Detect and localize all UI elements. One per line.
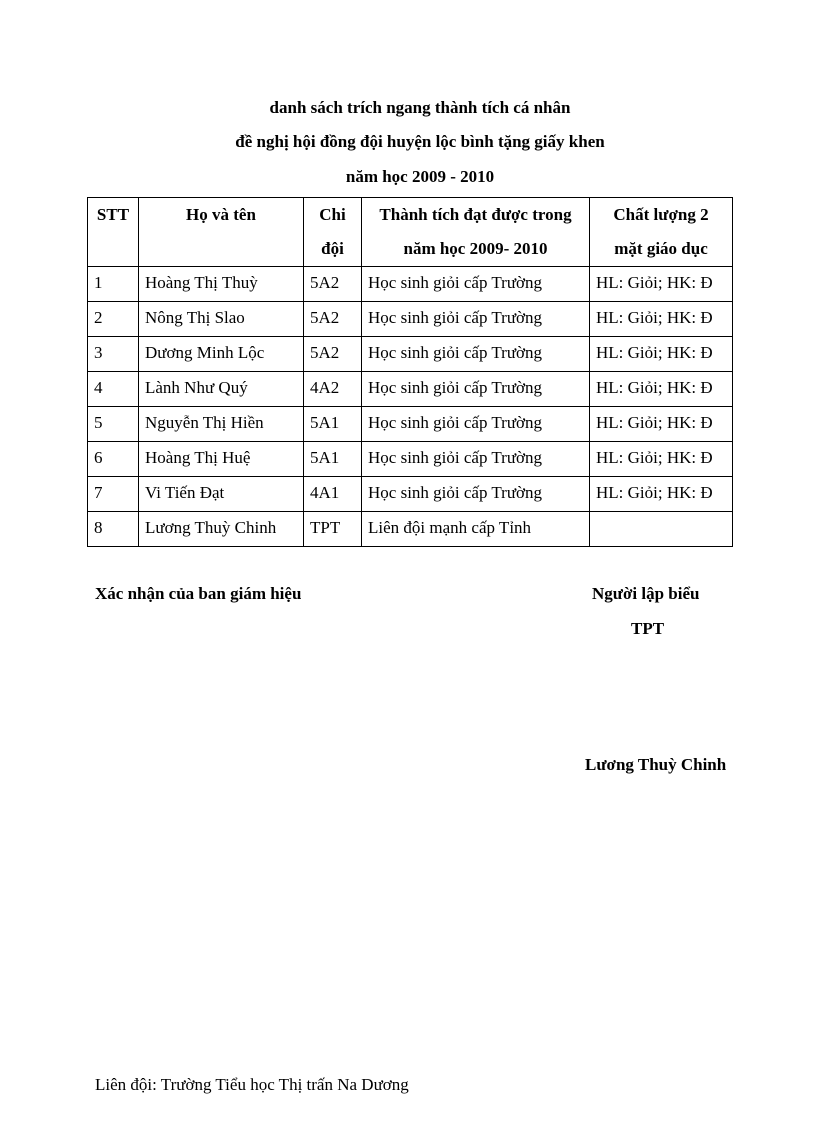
table-row bbox=[88, 302, 733, 337]
cell-achievement: Học sinh giỏi cấp Trường bbox=[362, 372, 590, 407]
cell-quality: HL: Giỏi; HK: Đ bbox=[590, 442, 733, 477]
cell-class: 4A1 bbox=[304, 477, 362, 512]
cell-class: TPT bbox=[304, 512, 362, 547]
cell-class: 5A2 bbox=[304, 337, 362, 372]
preparer-name: Lương Thuỳ Chinh bbox=[585, 755, 727, 774]
table-header-row bbox=[88, 198, 733, 267]
header-stt: STT bbox=[88, 198, 139, 267]
header-class: Chi đội bbox=[304, 198, 362, 267]
footer-school: Liên đội: Trường Tiểu học Thị trấn Na Dương bbox=[95, 1075, 409, 1094]
cell-stt: 5 bbox=[88, 407, 139, 442]
principal-confirmation-label: Xác nhận của ban giám hiệu bbox=[95, 584, 302, 603]
header-achievement: Thành tích đạt được trong năm học 2009- 2010 bbox=[362, 198, 590, 267]
cell-quality: HL: Giỏi; HK: Đ bbox=[590, 407, 733, 442]
cell-quality: HL: Giỏi; HK: Đ bbox=[590, 337, 733, 372]
cell-quality: HL: Giỏi; HK: Đ bbox=[590, 267, 733, 302]
cell-stt: 1 bbox=[88, 267, 139, 302]
cell-achievement: Học sinh giỏi cấp Trường bbox=[362, 267, 590, 302]
table-row bbox=[88, 442, 733, 477]
cell-stt: 6 bbox=[88, 442, 139, 477]
document-title: danh sách trích ngang thành tích cá nhân bbox=[269, 98, 571, 117]
cell-achievement: Học sinh giỏi cấp Trường bbox=[362, 302, 590, 337]
cell-name: Vi Tiến Đạt bbox=[139, 477, 304, 512]
cell-achievement: Học sinh giỏi cấp Trường bbox=[362, 442, 590, 477]
cell-achievement: Học sinh giỏi cấp Trường bbox=[362, 337, 590, 372]
table-row bbox=[88, 372, 733, 407]
cell-class: 5A1 bbox=[304, 442, 362, 477]
cell-name: Hoàng Thị Huệ bbox=[139, 442, 304, 477]
cell-stt: 2 bbox=[88, 302, 139, 337]
cell-stt: 7 bbox=[88, 477, 139, 512]
table-row bbox=[88, 407, 733, 442]
preparer-role: TPT bbox=[631, 619, 665, 638]
cell-name: Dương Minh Lộc bbox=[139, 337, 304, 372]
cell-achievement: Liên đội mạnh cấp Tỉnh bbox=[362, 512, 590, 547]
cell-quality: HL: Giỏi; HK: Đ bbox=[590, 302, 733, 337]
cell-quality: HL: Giỏi; HK: Đ bbox=[590, 477, 733, 512]
cell-stt: 3 bbox=[88, 337, 139, 372]
preparer-label: Người lập biểu bbox=[592, 584, 700, 603]
header-quality: Chất lượng 2 mặt giáo dục bbox=[590, 198, 733, 267]
cell-name: Lương Thuỳ Chinh bbox=[139, 512, 304, 547]
school-year: năm học 2009 - 2010 bbox=[345, 167, 495, 186]
cell-name: Nông Thị Slao bbox=[139, 302, 304, 337]
cell-class: 5A2 bbox=[304, 302, 362, 337]
cell-achievement: Học sinh giỏi cấp Trường bbox=[362, 407, 590, 442]
cell-stt: 8 bbox=[88, 512, 139, 547]
cell-quality: HL: Giỏi; HK: Đ bbox=[590, 372, 733, 407]
table-row bbox=[88, 477, 733, 512]
cell-name: Hoàng Thị Thuỳ bbox=[139, 267, 304, 302]
table-row bbox=[88, 267, 733, 302]
document-subtitle: đề nghị hội đồng đội huyện lộc bình tặng giấy khen bbox=[235, 132, 605, 151]
table-row bbox=[88, 337, 733, 372]
cell-name: Lành Như Quý bbox=[139, 372, 304, 407]
cell-class: 5A2 bbox=[304, 267, 362, 302]
cell-achievement: Học sinh giỏi cấp Trường bbox=[362, 477, 590, 512]
cell-class: 4A2 bbox=[304, 372, 362, 407]
achievement-table bbox=[87, 197, 733, 547]
cell-name: Nguyễn Thị Hiền bbox=[139, 407, 304, 442]
cell-stt: 4 bbox=[88, 372, 139, 407]
header-name: Họ và tên bbox=[139, 198, 304, 267]
table-row bbox=[88, 512, 733, 547]
cell-class: 5A1 bbox=[304, 407, 362, 442]
cell-quality bbox=[590, 512, 733, 547]
